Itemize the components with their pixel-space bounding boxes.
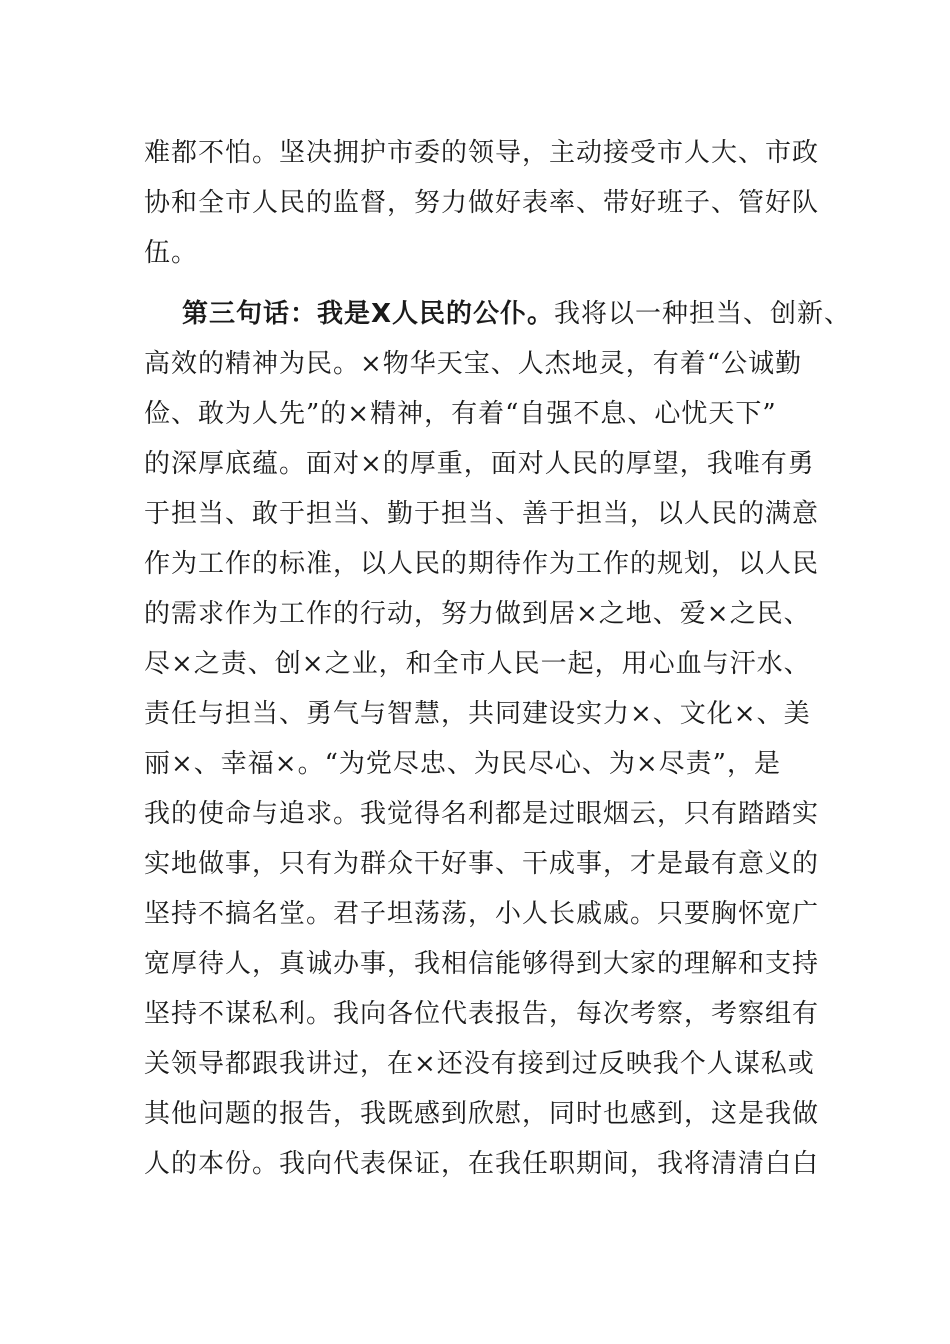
paragraph-third-sentence	[144, 289, 852, 1189]
paragraph-first-line-text: 我将以一种担当、创新、	[554, 299, 852, 329]
paragraph-heading: 第三句话：我是X人民的公仆。	[182, 299, 555, 329]
text-line: 我的使命与追求。我觉得名利都是过眼烟云，只有踏踏实	[144, 799, 820, 829]
text-line: 其他问题的报告，我既感到欣慰，同时也感到，这是我做	[144, 1099, 820, 1129]
paragraph-continued	[144, 128, 824, 278]
text-line: 难都不怕。坚决拥护市委的领导，主动接受市人大、市政	[144, 138, 820, 168]
text-line: 伍。	[144, 238, 199, 268]
text-line: 作为工作的标准，以人民的期待作为工作的规划，以人民	[144, 549, 820, 579]
text-line: 坚持不谋私利。我向各位代表报告，每次考察，考察组有	[144, 999, 820, 1029]
text-line: 人的本份。我向代表保证，在我任职期间，我将清清白白	[144, 1149, 820, 1179]
text-line: 俭、敢为人先”的×精神，有着“自强不息、心忧天下”	[144, 399, 777, 429]
text-line: 丽×、幸福×。“为党尽忠、为民尽心、为×尽责”，是	[144, 749, 781, 779]
text-line: 实地做事，只有为群众干好事、干成事，才是最有意义的	[144, 849, 820, 879]
text-line: 的深厚底蕴。面对×的厚重，面对人民的厚望，我唯有勇	[144, 449, 815, 479]
text-line: 尽×之责、创×之业，和全市人民一起，用心血与汗水、	[144, 649, 811, 679]
text-line: 责任与担当、勇气与智慧，共同建设实力×、文化×、美	[144, 699, 811, 729]
text-line: 于担当、敢于担当、勤于担当、善于担当，以人民的满意	[144, 499, 820, 529]
text-line: 的需求作为工作的行动，努力做到居×之地、爱×之民、	[144, 599, 811, 629]
text-line: 高效的精神为民。×物华天宝、人杰地灵，有着“公诚勤	[144, 349, 803, 379]
text-line: 关领导都跟我讲过，在×还没有接到过反映我个人谋私或	[144, 1049, 815, 1079]
text-line: 宽厚待人，真诚办事，我相信能够得到大家的理解和支持	[144, 949, 820, 979]
text-line: 坚持不搞名堂。君子坦荡荡，小人长戚戚。只要胸怀宽广	[144, 899, 820, 929]
paragraph-first-line	[144, 289, 852, 339]
text-line: 协和全市人民的监督，努力做好表率、带好班子、管好队	[144, 188, 820, 218]
